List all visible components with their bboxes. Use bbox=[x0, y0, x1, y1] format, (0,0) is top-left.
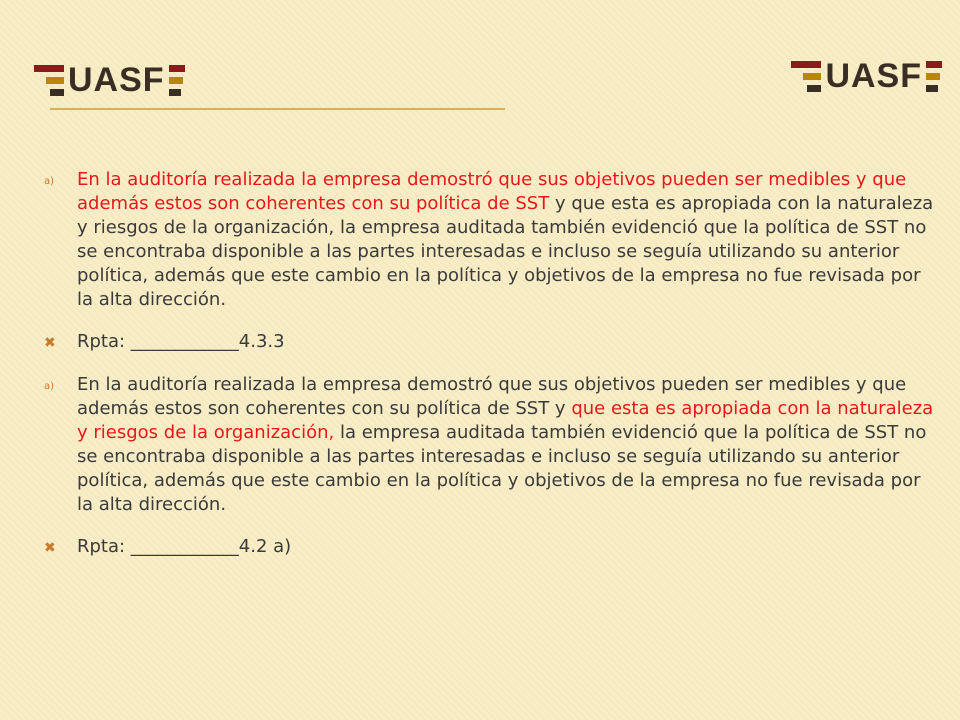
paragraph-1 bbox=[77, 168, 934, 312]
uasf-logo-right bbox=[791, 56, 942, 96]
list-item bbox=[44, 373, 934, 517]
list-item bbox=[44, 168, 934, 312]
paragraph-text: y que esta es apropiada con la naturaleza y riesgos de la organización, la empresa auditada también evidenció que la política de SST no se encontraba disponible a las partes interesadas e incluso se seguía utilizando su anterior política, además que este cambio en la política y objetivos de la empresa no fue revisada por la alta dirección. bbox=[77, 193, 934, 310]
paragraph-text: En la auditoría realizada la empresa demostró que sus objetivos pueden ser medibles y que además estos son coherentes con su política de SST y bbox=[77, 374, 907, 419]
list-item bbox=[44, 330, 934, 355]
logo-bars-icon bbox=[169, 65, 185, 96]
x-bullet-icon: ✖ bbox=[44, 335, 56, 351]
paragraph-2 bbox=[77, 373, 934, 517]
answer-2: Rpta: ____________4.2 a) bbox=[77, 536, 292, 557]
list-marker: a) bbox=[44, 381, 55, 392]
logo-bars-icon bbox=[791, 61, 821, 92]
list-item bbox=[44, 535, 934, 560]
logo-text: UASF bbox=[68, 61, 165, 99]
highlighted-text: que esta es apropiada con la naturaleza y riesgos de la organización, bbox=[77, 398, 934, 443]
paragraph-text: la empresa auditada también evidenció que la política de SST no se encontraba disponible a las partes interesadas e incluso se seguía utilizando su anterior política, además que este cambio en la política y objetivos de la empresa no fue revisada por la alta dirección. bbox=[77, 422, 927, 515]
uasf-logo-left bbox=[34, 60, 185, 100]
list-marker: a) bbox=[44, 176, 55, 187]
slide-content bbox=[44, 168, 934, 560]
x-bullet-icon: ✖ bbox=[44, 540, 56, 556]
answer-1: Rpta: ____________4.3.3 bbox=[77, 331, 285, 352]
logo-text: UASF bbox=[825, 57, 922, 95]
header-divider bbox=[50, 108, 505, 110]
highlighted-text: En la auditoría realizada la empresa demostró que sus objetivos pueden ser medibles y que además estos son coherentes con su política de SST bbox=[77, 169, 907, 214]
logo-bars-icon bbox=[34, 65, 64, 96]
logo-bars-icon bbox=[926, 61, 942, 92]
